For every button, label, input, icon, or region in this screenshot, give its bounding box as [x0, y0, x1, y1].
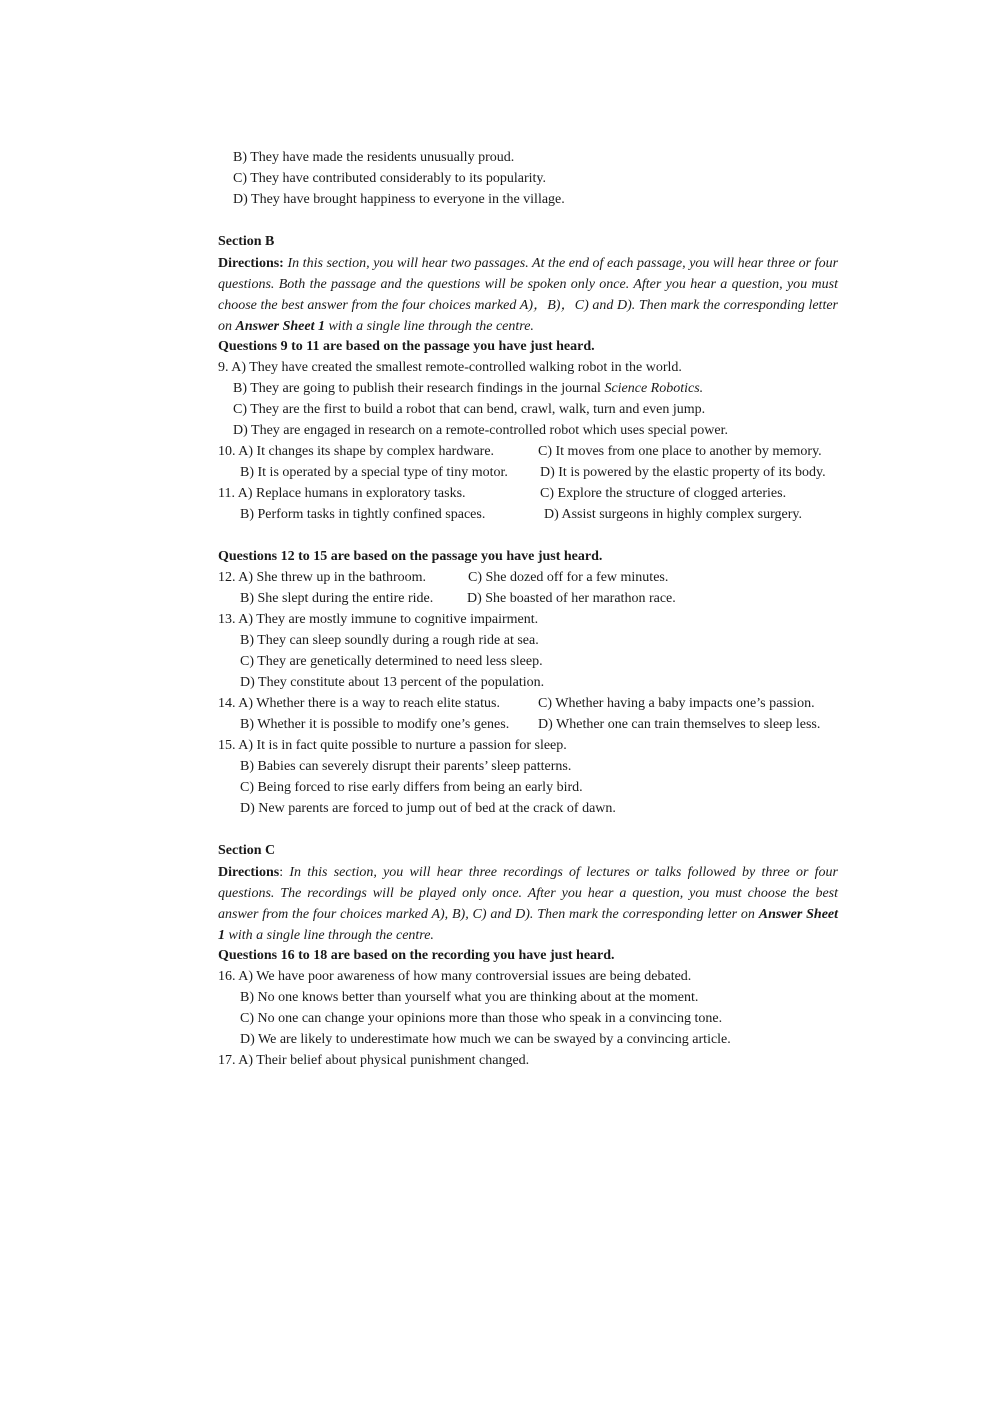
section-c-title: Section C: [218, 843, 276, 858]
directions-colon: :: [279, 865, 284, 880]
q14-option-d: D) Whether one can train themselves to sleep less.: [538, 717, 821, 732]
q10-option-b: B) It is operated by a special type of tiny motor.: [240, 465, 508, 480]
q13-option-c: C) They are genetically determined to need less sleep.: [240, 654, 543, 669]
directions-label: Directions:: [218, 256, 284, 271]
q14-option-b: B) Whether it is possible to modify one’s genes.: [240, 717, 510, 732]
q15-option-b: B) Babies can severely disrupt their parents’ sleep patterns.: [240, 759, 572, 774]
section-b-directions: [218, 253, 838, 337]
q14-option-c: C) Whether having a baby impacts one’s passion.: [538, 696, 815, 711]
q15-option-a: 15. A) It is in fact quite possible to nurture a passion for sleep.: [218, 738, 567, 753]
section-b-title: Section B: [218, 234, 275, 249]
q16-option-a: 16. A) We have poor awareness of how many controversial issues are being debated.: [218, 969, 692, 984]
q9-option-b-text: B) They are going to publish their research findings in the journal: [233, 381, 601, 396]
q16-option-b: B) No one knows better than yourself what you are thinking about at the moment.: [240, 990, 699, 1005]
q14-option-a: 14. A) Whether there is a way to reach elite status.: [218, 696, 500, 711]
q17-option-a: 17. A) Their belief about physical punishment changed.: [218, 1053, 530, 1068]
q11-option-b: B) Perform tasks in tightly confined spaces.: [240, 507, 486, 522]
q12-option-c: C) She dozed off for a few minutes.: [468, 570, 669, 585]
questions-16-18-heading: Questions 16 to 18 are based on the recording you have just heard.: [218, 948, 615, 963]
questions-12-15-heading: Questions 12 to 15 are based on the passage you have just heard.: [218, 549, 603, 564]
q11-option-a: 11. A) Replace humans in exploratory tasks.: [218, 486, 466, 501]
answer-sheet-ref: Answer Sheet 1: [218, 907, 839, 943]
directions-text-end: with a single line through the centre.: [228, 928, 434, 943]
q9-option-c: C) They are the first to build a robot that can bend, crawl, walk, turn and even jump.: [233, 402, 706, 417]
q12-option-d: D) She boasted of her marathon race.: [467, 591, 676, 606]
q10-option-a: 10. A) It changes its shape by complex hardware.: [218, 444, 495, 459]
q12-option-a: 12. A) She threw up in the bathroom.: [218, 570, 427, 585]
q16-option-c: C) No one can change your opinions more than those who speak in a convincing tone.: [240, 1011, 723, 1026]
q10-option-c: C) It moves from one place to another by memory.: [538, 444, 822, 459]
q9-option-b: [233, 379, 703, 400]
q15-option-c: C) Being forced to rise early differs from being an early bird.: [240, 780, 583, 795]
q8-option-c: C) They have contributed considerably to its popularity.: [233, 171, 546, 186]
answer-sheet-ref: Answer Sheet 1: [235, 319, 325, 334]
q16-option-d: D) We are likely to underestimate how much we can be swayed by a convincing article.: [240, 1032, 731, 1047]
q8-option-d: D) They have brought happiness to everyone in the village.: [233, 192, 565, 207]
questions-9-11-heading: Questions 9 to 11 are based on the passage you have just heard.: [218, 339, 595, 354]
directions-text-end: with a single line through the centre.: [328, 319, 534, 334]
q13-option-d: D) They constitute about 13 percent of the population.: [240, 675, 545, 690]
q10-option-d: D) It is powered by the elastic property of its body.: [540, 465, 826, 480]
q9-option-a: 9. A) They have created the smallest remote-controlled walking robot in the world.: [218, 360, 682, 375]
q11-option-d: D) Assist surgeons in highly complex surgery.: [544, 507, 802, 522]
journal-name: Science Robotics.: [604, 381, 704, 396]
q11-option-c: C) Explore the structure of clogged arteries.: [540, 486, 787, 501]
q15-option-d: D) New parents are forced to jump out of bed at the crack of dawn.: [240, 801, 616, 816]
q13-option-a: 13. A) They are mostly immune to cognitive impairment.: [218, 612, 539, 627]
q8-option-b: B) They have made the residents unusually proud.: [233, 150, 515, 165]
directions-label: Directions: [218, 865, 280, 880]
directions-text: In this section, you will hear three recordings of lectures or talks followed by three or four questions. The recordings will be played only once. After you hear a question, you must choose the best answer from the four choices marked A), B), C) and D). Then mark the corresponding letter on: [218, 865, 839, 922]
q12-option-b: B) She slept during the entire ride.: [240, 591, 434, 606]
q9-option-d: D) They are engaged in research on a remote-controlled robot which uses special power.: [233, 423, 728, 438]
q13-option-b: B) They can sleep soundly during a rough ride at sea.: [240, 633, 539, 648]
section-c-directions: [218, 862, 838, 946]
directions-text: In this section, you will hear two passages. At the end of each passage, you will hear three or four questions. Both the passage and the questions will be spoken only once. After you hear a question, you must choose the best answer from the four choices marked A)，B)，C) and D). Then mark the corresponding letter on: [218, 256, 839, 334]
